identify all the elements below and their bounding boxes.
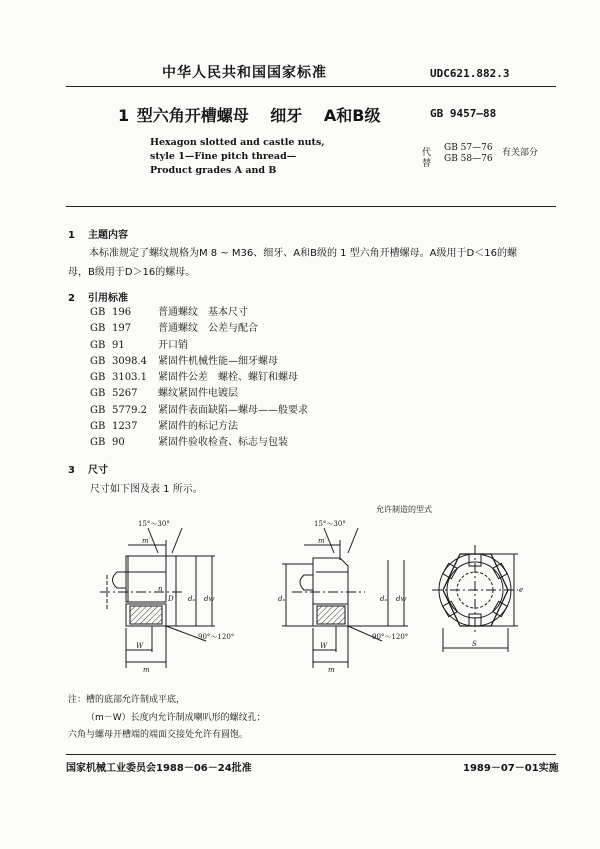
ref-number: 91 [112,339,125,351]
angle-label-middle: 15°～30° [314,520,346,528]
dw-label-left: dw [204,595,215,603]
section-3-number: 3 [68,465,75,476]
figure-caption: 允许制造的型式 [376,505,432,514]
effective-date: 1989－07－01实施 [463,763,559,774]
ref-title: 紧固件机械性能—细牙螺母 [158,355,278,367]
nut-top-view [432,545,518,652]
ref-gb: GB [90,339,106,351]
ref-gb: GB [90,372,106,384]
n-label-left: n [158,585,163,593]
section-1-line-2: 母，B级用于D＞16的螺母。 [68,267,196,278]
title-part-2: 细牙 [270,106,303,125]
ref-title: 普通螺纹 公差与配合 [158,323,258,335]
section-1-title: 主题内容 [88,230,128,241]
ref-number: 196 [112,307,132,318]
ref-number: 3103.1 [112,372,147,384]
ref-number: 197 [112,323,132,335]
angle-label-left: 15°～30° [138,520,170,528]
m-label-left: m [143,666,150,674]
section-1-line-1: 本标准规定了螺纹规格为M 8 ~ M36、细牙、A和B级的 1 型六角开槽螺母。A级用于D＜16的螺 [89,248,517,259]
m-label-middle: m [328,666,335,674]
ref-number: 90 [112,437,125,449]
da-label-left: dₐ [188,595,196,603]
note-line-1: 注：槽的底部允许制成平底， [68,695,186,705]
ref-gb: GB [90,437,106,449]
ref-title: 螺纹紧固件电镀层 [158,388,238,400]
title-part-1: 1 型六角开槽螺母 [118,106,249,125]
m-prime-label-left: m′ [142,537,151,545]
dw-label-middle: dw [396,595,407,603]
ref-number: 5267 [112,388,138,400]
w-label-left: W [136,642,144,650]
w-label-middle: W [320,642,328,650]
figure-notes [68,692,266,745]
e-label: e [519,586,524,594]
slotted-nut-view-left [100,528,215,668]
ref-title: 紧固件的标记方法 [158,421,238,433]
ref-gb: GB [90,323,106,335]
ref-title: 普通螺纹 基本尺寸 [158,307,248,318]
country-standard-heading: 中华人民共和国国家标准 [162,65,327,81]
ref-number: 5779.2 [112,404,147,416]
section-3-text: 尺寸如下图及表 1 所示。 [90,484,203,495]
section-3-title: 尺寸 [88,465,108,476]
m-prime-label-middle: m′ [318,537,327,545]
ref-title: 紧固件验收检查、标志与包装 [158,437,288,449]
ref-title: 紧固件表面缺陷—螺母——般要求 [158,404,308,416]
s-label: S [472,640,477,648]
standard-number: GB 9457—88 [430,107,497,120]
da-label-middle-left: dₐ [278,595,286,603]
ref-number: 3098.4 [112,355,147,367]
footer-rule [66,754,556,755]
title-en-line-2: style 1—Fine pitch thread— [150,151,297,162]
d-label-left: D [168,595,174,603]
section-2-number: 2 [68,293,75,304]
ref-number: 1237 [112,421,138,433]
replaces-note: 有关部分 [502,148,539,158]
note-line-3: 六角与螺母开槽端的端面交接处允许有圆饱。 [68,730,249,740]
note-line-2: （m－W）长度内允许制成喇叭形的螺纹孔； [86,712,266,723]
ref-gb: GB [90,307,106,318]
angle-bottom-label-middle: 90°～120° [372,633,409,641]
castle-nut-view-middle [282,528,408,668]
da-label-middle: dₐ [380,595,388,603]
replaces-item-2: GB 58—76 [444,154,493,164]
section-2-title: 引用标准 [88,293,128,304]
title-en-line-1: Hexagon slotted and castle nuts, [150,137,325,148]
ref-gb: GB [90,404,106,416]
ref-title: 紧固件公差 螺栓、螺钉和螺母 [158,372,298,384]
udc-code: UDC621.882.3 [430,67,510,80]
ref-gb: GB [90,388,106,400]
title-part-3: A和B级 [323,106,381,125]
ref-gb: GB [90,421,106,433]
approval-date: 国家机械工业委员会1988－06－24批准 [66,763,252,774]
angle-bottom-label-left: 90°～120° [198,633,235,641]
section-1-number: 1 [68,230,75,241]
ref-gb: GB [90,355,106,367]
replaces-label: 代替 [422,148,432,169]
replaces-item-1: GB 57—76 [444,143,493,153]
ref-title: 开口销 [158,339,188,351]
title-en-line-3: Product grades A and B [150,165,277,176]
